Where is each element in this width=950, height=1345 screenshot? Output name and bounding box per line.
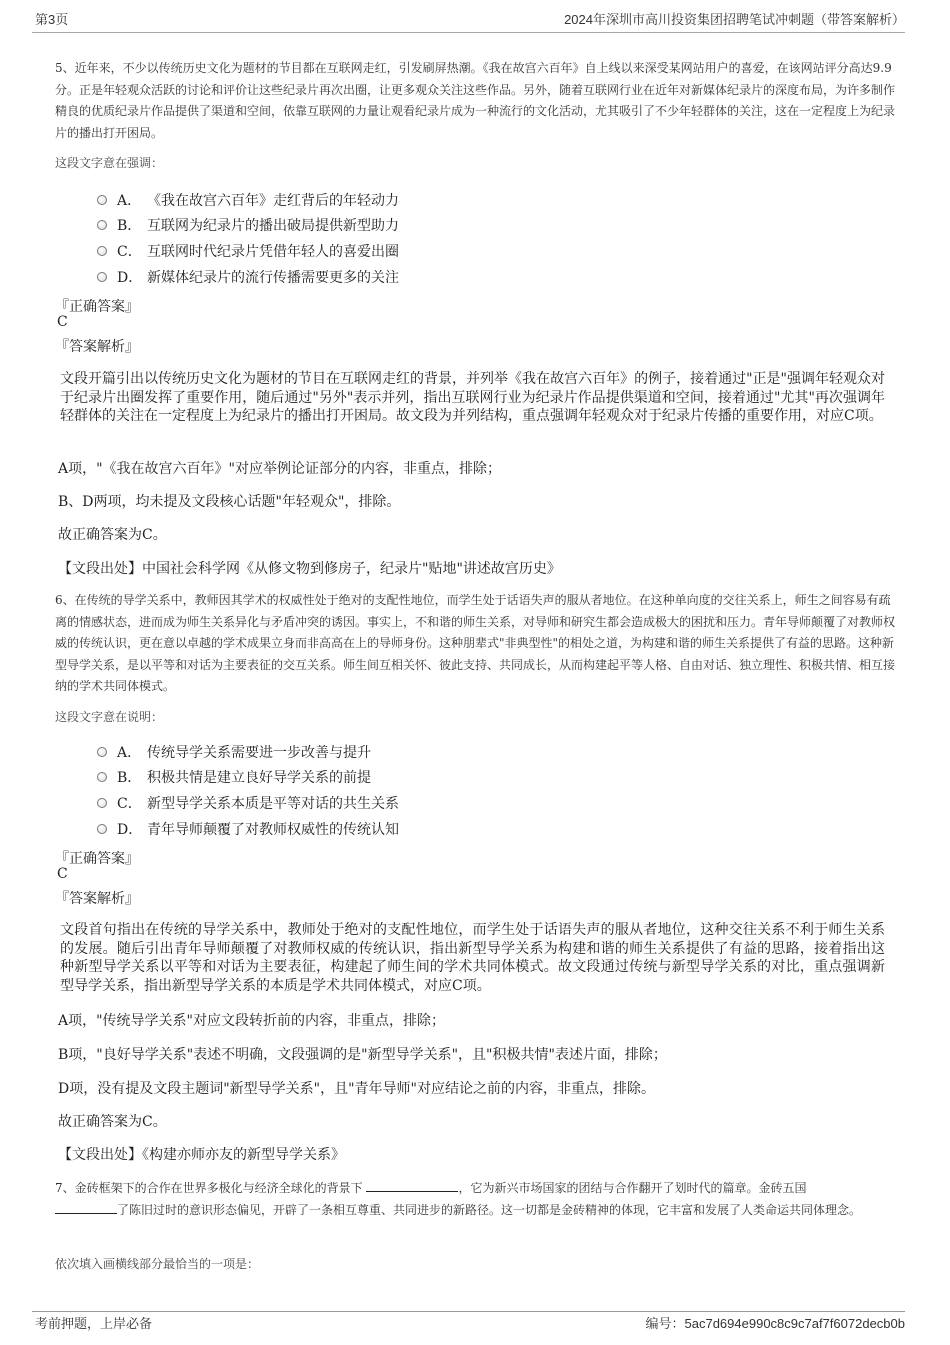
q5-analysis-label: 『答案解析』 [55,339,139,355]
document-title: 2024年深圳市高川投资集团招聘笔试冲刺题（带答案解析） [564,12,905,27]
document-id: 编号：5ac7d694e990c8c9c7af7f6072decb0b [645,1316,905,1331]
footer-divider [32,1311,905,1312]
q6-analysis-label: 『答案解析』 [55,891,139,907]
option-letter: A． [117,193,142,209]
option-text: 新型导学关系本质是平等对话的共生关系 [147,796,399,812]
footer-slogan: 考前押题，上岸必备 [35,1316,153,1331]
q5-option-a[interactable] [97,190,399,210]
q5-option-b[interactable] [97,215,399,235]
radio-icon[interactable] [97,824,107,834]
question-6-text: 6、在传统的导学关系中，教师因其学术的权威性处于绝对的支配性地位，而学生处于话语失声的服从者地位。在这种单向度的交往关系上，师生之间容易有疏离的情感状态，进而成为师生关系异化与矛盾冲突的诱因。事实上，不和谐的师生关系，对导师和研究生都会造成极大的困扰和压力。青年导师颠覆了对教师权威的传统认识，更在意以卓越的学术成果立身而非高高在上的导师身份。这种朋辈式"非典型性"的相处之道，为构建和谐的师生关系提供了有益的思路。这种新型导学关系，是以平等和对话为主要表征的交互关系。师生间互相关怀、彼此支持、共同成长，从而构建起平等人格、自由对话、独立理性、积极共情、相互接纳的学术共同体模式。 [55,593,896,693]
q5-analysis: 文段开篇引出以传统历史文化为题材的节目在互联网走红的背景，并列举《我在故宫六百年》的例子，接着通过"正是"强调年轻观众对于纪录片出圈发挥了重要作用，随后通过"另外"表示并列，指出互联网行业为纪录片作品提供渠道和空间，接着通过"尤其"再次强调年轻群体的关注在一定程度上为纪录片的播出打开困局。故文段为并列结构，重点强调年轻观众对于纪录片传播的重要作用，对应C项。 [60,371,885,424]
fill-blank-1 [366,1179,458,1192]
q6-answer-label: 『正确答案』 [55,851,139,867]
question-6-prompt: 这段文字意在说明： [55,710,164,724]
q5-note: B、D两项，均未提及文段核心话题"年轻观众"，排除。 [58,494,401,510]
radio-icon[interactable] [97,772,107,782]
q5-answer: C [57,314,68,330]
option-letter: B． [117,770,142,786]
q5-note: 故正确答案为C。 [58,527,167,543]
q6-answer: C [57,866,68,882]
option-text: 互联网时代纪录片凭借年轻人的喜爱出圈 [147,244,399,260]
radio-icon[interactable] [97,246,107,256]
header-divider [32,32,905,33]
option-text: 《我在故宫六百年》走红背后的年轻动力 [147,193,399,209]
page-number: 第3页 [35,12,69,27]
q6-note: 故正确答案为C。 [58,1114,167,1130]
option-letter: B． [117,218,142,234]
radio-icon[interactable] [97,220,107,230]
fill-blank-2 [55,1201,117,1214]
option-letter: C． [117,244,142,260]
option-letter: C． [117,796,142,812]
q6-option-b[interactable] [97,767,371,787]
q6-analysis: 文段首句指出在传统的导学关系中，教师处于绝对的支配性地位，而学生处于话语失声的服从者地位，这种交往关系不利于师生关系的发展。随后引出青年导师颠覆了对教师权威的传统认识，指出新型导学关系为构建和谐的师生关系提供了有益的思路，接着指出这种新型导学关系以平等和对话为主要表征，构建起了师生间的学术共同体模式。故文段通过传统与新型导学关系的对比，重点强调新型导学关系，指出新型导学关系的本质是学术共同体模式，对应C项。 [60,922,885,994]
q7-text-part: 7、金砖框架下的合作在世界多极化与经济全球化的背景下 [55,1181,363,1195]
option-letter: D． [117,270,143,286]
question-5-text: 5、近年来，不少以传统历史文化为题材的节目都在互联网走红，引发刷屏热潮。《我在故宫六百年》自上线以来深受某网站用户的喜爱，在该网站评分高达9.9分。正是年轻观众活跃的讨论和评价让这些纪录片再次出圈，让更多观众关注这些作品。另外，随着互联网行业在近年对新媒体纪录片的深度布局，为许多制作精良的优质纪录片作品提供了渠道和空间，依靠互联网的力量让观看纪录片成为一种流行的文化活动，尤其吸引了不少年轻群体的关注，这在一定程度上为纪录片的播出打开困局。 [55,61,896,140]
radio-icon[interactable] [97,195,107,205]
q5-source: 【文段出处】中国社会科学网《从修文物到修房子，纪录片"贴地"讲述故宫历史》 [58,561,561,577]
q6-note: B项，"良好导学关系"表述不明确，文段强调的是"新型导学关系"，且"积极共情"表述片面，排除； [58,1047,667,1063]
option-text: 积极共情是建立良好导学关系的前提 [147,770,371,786]
option-text: 青年导师颠覆了对教师权威性的传统认知 [147,822,399,838]
question-7-prompt: 依次填入画横线部分最恰当的一项是： [55,1257,260,1271]
option-letter: A． [117,745,142,761]
q7-text-part: 了陈旧过时的意识形态偏见，开辟了一条相互尊重、共同进步的新路径。这一切都是金砖精神的体现，它丰富和发展了人类命运共同体理念。 [117,1202,862,1217]
q6-note: D项，没有提及文段主题词"新型导学关系"，且"青年导师"对应结论之前的内容，非重点，排除。 [58,1081,655,1097]
option-text: 新媒体纪录片的流行传播需要更多的关注 [147,270,399,286]
option-text: 互联网为纪录片的播出破局提供新型助力 [147,218,399,234]
q6-option-d[interactable] [97,819,399,839]
q6-option-c[interactable] [97,793,399,813]
option-letter: D． [117,822,143,838]
q6-note: A项，"传统导学关系"对应文段转折前的内容，非重点，排除； [58,1013,445,1029]
question-5-prompt: 这段文字意在强调： [55,156,164,170]
question-7-text [55,1178,900,1221]
q7-text-part: ，它为新兴市场国家的团结与合作翻开了划时代的篇章。金砖五国 [458,1181,807,1195]
q5-option-c[interactable] [97,241,399,261]
radio-icon[interactable] [97,747,107,757]
radio-icon[interactable] [97,798,107,808]
q6-source: 【文段出处】《构建亦师亦友的新型导学关系》 [58,1147,345,1163]
radio-icon[interactable] [97,272,107,282]
option-text: 传统导学关系需要进一步改善与提升 [147,745,371,761]
q6-option-a[interactable] [97,742,371,762]
q5-option-d[interactable] [97,267,399,287]
q5-note: A项，"《我在故宫六百年》"对应举例论证部分的内容，非重点，排除； [58,461,501,477]
q5-answer-label: 『正确答案』 [55,299,139,315]
